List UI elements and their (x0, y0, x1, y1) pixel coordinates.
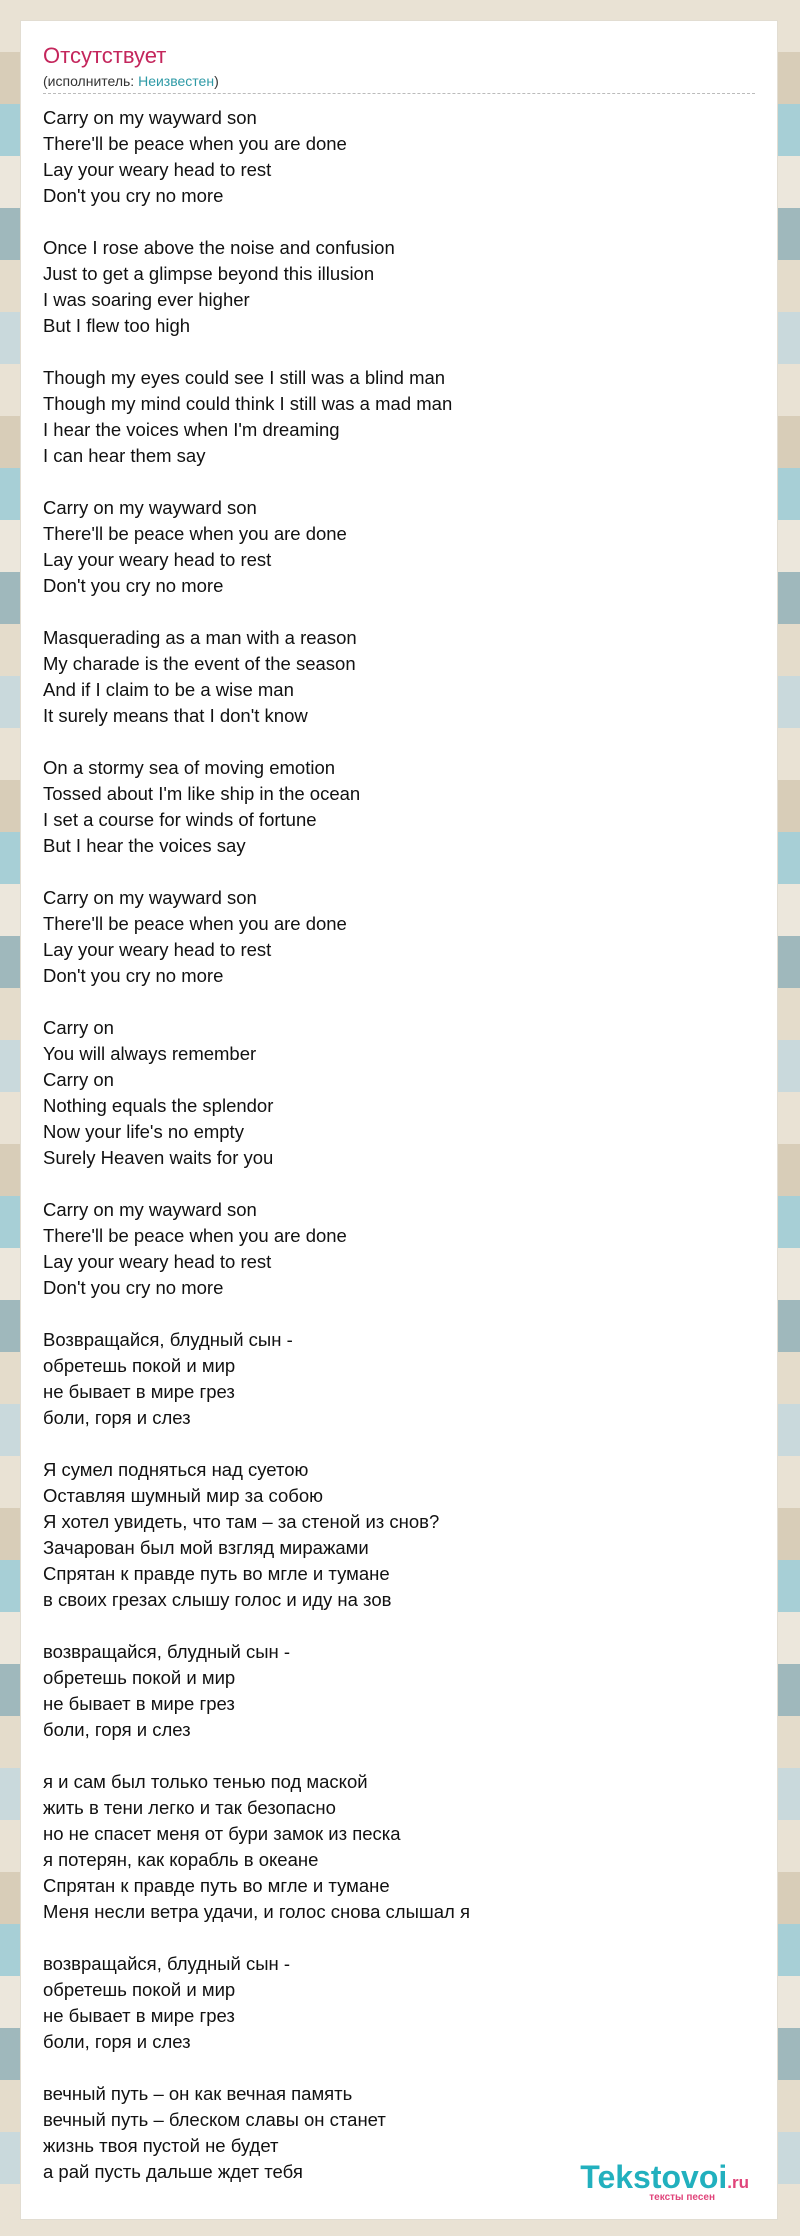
lyric-line: Возвращайся, блудный сын - (43, 1329, 293, 1350)
lyrics-card (20, 20, 778, 2220)
lyric-line: Though my eyes could see I still was a blind man (43, 367, 446, 388)
lyric-line: Carry on my wayward son (43, 107, 257, 128)
lyric-line: But I flew too high (43, 315, 191, 336)
stanza-break (43, 599, 470, 625)
lyric-line: а рай пусть дальше ждет тебя (43, 2161, 303, 2182)
lyric-line: Though my mind could think I still was a mad man (43, 393, 453, 414)
logo-name: Tekstovoi (580, 2159, 728, 2195)
lyric-line: боли, горя и слез (43, 1719, 191, 1740)
stanza-break (43, 339, 470, 365)
lyric-line: Оставляя шумный мир за собою (43, 1485, 324, 1506)
lyric-line: Carry on my wayward son (43, 887, 257, 908)
lyric-line: Surely Heaven waits for you (43, 1147, 274, 1168)
lyric-line: возвращайся, блудный сын - (43, 1953, 291, 1974)
lyric-line: возвращайся, блудный сын - (43, 1641, 291, 1662)
stanza-break (43, 469, 470, 495)
lyric-line: Carry on my wayward son (43, 1199, 257, 1220)
lyric-line: вечный путь – блеском славы он станет (43, 2109, 386, 2130)
stanza-break (43, 989, 470, 1015)
artist-link[interactable]: Неизвестен (138, 73, 215, 89)
lyric-line: обретешь покой и мир (43, 1979, 236, 2000)
lyric-line: Зачарован был мой взгляд миражами (43, 1537, 369, 1558)
lyric-line: Don't you cry no more (43, 575, 224, 596)
lyric-line: жить в тени легко и так безопасно (43, 1797, 336, 1818)
lyric-line: в своих грезах слышу голос и иду на зов (43, 1589, 392, 1610)
lyric-line: Я хотел увидеть, что там – за стеной из снов? (43, 1511, 440, 1532)
lyric-line: There'll be peace when you are done (43, 523, 347, 544)
lyric-line: Спрятан к правде путь во мгле и тумане (43, 1875, 390, 1896)
lyric-line: Just to get a glimpse beyond this illusion (43, 263, 375, 284)
lyric-line: Carry on my wayward son (43, 497, 257, 518)
lyric-line: Lay your weary head to rest (43, 1251, 272, 1272)
stanza-break (43, 2055, 470, 2081)
lyric-line: Carry on (43, 1017, 114, 1038)
artist-line (43, 73, 755, 94)
lyric-line: Now your life's no empty (43, 1121, 244, 1142)
stanza-break (43, 1613, 470, 1639)
lyrics-text (43, 105, 470, 2185)
lyric-line: Tossed about I'm like ship in the ocean (43, 783, 361, 804)
lyric-line: обретешь покой и мир (43, 1355, 236, 1376)
stanza-break (43, 1431, 470, 1457)
lyric-line: Lay your weary head to rest (43, 939, 272, 960)
lyric-line: On a stormy sea of moving emotion (43, 757, 336, 778)
lyric-line: Спрятан к правде путь во мгле и тумане (43, 1563, 390, 1584)
lyric-line: I was soaring ever higher (43, 289, 250, 310)
stanza-break (43, 209, 470, 235)
lyric-line: я потерян, как корабль в океане (43, 1849, 319, 1870)
lyric-line: It surely means that I don't know (43, 705, 308, 726)
lyric-line: I hear the voices when I'm dreaming (43, 419, 340, 440)
lyric-line: обретешь покой и мир (43, 1667, 236, 1688)
stanza-break (43, 859, 470, 885)
stanza-break (43, 729, 470, 755)
lyric-line: Я сумел подняться над суетою (43, 1459, 309, 1480)
lyric-line: я и сам был только тенью под маской (43, 1771, 368, 1792)
lyric-line: There'll be peace when you are done (43, 1225, 347, 1246)
stanza-break (43, 1301, 470, 1327)
stanza-break (43, 1171, 470, 1197)
stanza-break (43, 1743, 470, 1769)
lyric-line: But I hear the voices say (43, 835, 246, 856)
lyric-line: There'll be peace when you are done (43, 913, 347, 934)
song-title: Отсутствует (43, 43, 167, 68)
lyric-line: Nothing equals the splendor (43, 1095, 274, 1116)
lyric-line: There'll be peace when you are done (43, 133, 347, 154)
stanza-break (43, 1925, 470, 1951)
lyric-line: Don't you cry no more (43, 965, 224, 986)
lyric-line: Don't you cry no more (43, 185, 224, 206)
lyric-line: Don't you cry no more (43, 1277, 224, 1298)
lyric-line: не бывает в мире грез (43, 2005, 235, 2026)
logo-tld: .ru (727, 2173, 749, 2192)
lyric-line: Carry on (43, 1069, 114, 1090)
lyric-line: Меня несли ветра удачи, и голос снова слышал я (43, 1901, 470, 1922)
lyric-line: Lay your weary head to rest (43, 549, 272, 570)
lyric-line: не бывает в мире грез (43, 1381, 235, 1402)
lyric-line: Masquerading as a man with a reason (43, 627, 357, 648)
logo-tagline: тексты песен (649, 2192, 715, 2203)
lyric-line: Once I rose above the noise and confusion (43, 237, 395, 258)
site-logo[interactable] (580, 2159, 749, 2203)
artist-prefix: (исполнитель: (43, 73, 139, 89)
lyric-line: боли, горя и слез (43, 1407, 191, 1428)
lyric-line: You will always remember (43, 1043, 257, 1064)
lyric-line: жизнь твоя пустой не будет (43, 2135, 279, 2156)
lyric-line: And if I claim to be a wise man (43, 679, 294, 700)
lyric-line: вечный путь – он как вечная память (43, 2083, 353, 2104)
lyric-line: боли, горя и слез (43, 2031, 191, 2052)
lyric-line: не бывает в мире грез (43, 1693, 235, 1714)
artist-suffix: ) (214, 73, 219, 89)
lyric-line: I set a course for winds of fortune (43, 809, 317, 830)
lyric-line: но не спасет меня от бури замок из песка (43, 1823, 401, 1844)
lyric-line: My charade is the event of the season (43, 653, 356, 674)
lyric-line: I can hear them say (43, 445, 206, 466)
lyric-line: Lay your weary head to rest (43, 159, 272, 180)
